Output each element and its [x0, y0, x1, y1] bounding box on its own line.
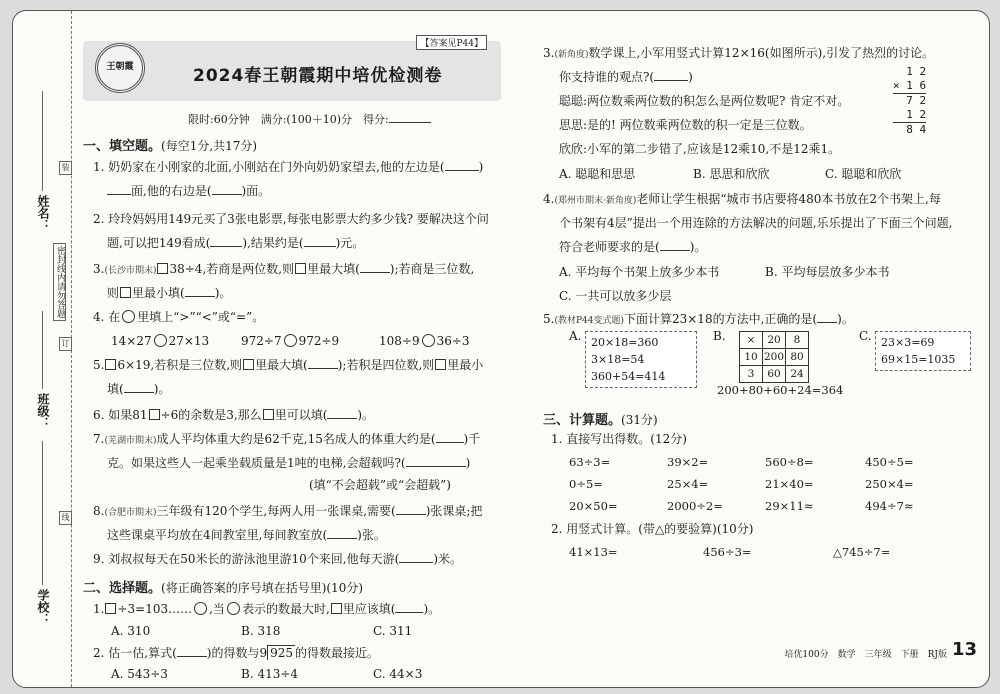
calc-part-1: 1. 直接写出得数。(12分): [551, 432, 687, 446]
page-title: 2024春王朝霞期中培优检测卷: [193, 66, 443, 86]
question-5-cont: 填( )。: [107, 382, 171, 396]
choice-option: B. 思思和欣欣: [693, 167, 770, 181]
choice-option: C. 聪聪和欣欣: [825, 167, 902, 181]
binding-mark: 线: [59, 511, 72, 525]
calc-item: 39×2=: [667, 455, 709, 469]
choice-question-5: 5.(教材P44变式题)下面计算23×18的方法中,正确的是( )。: [543, 312, 854, 326]
footer-text: 培优100分 数学 三年级 下册 RJ版: [784, 650, 947, 660]
calc-item: 560÷8=: [765, 455, 814, 469]
calc-item: △745÷7=: [833, 545, 891, 559]
question-1: 1. 奶奶家在小刚家的北面,小刚站在门外向奶奶家望去,他的左边是( ): [93, 160, 484, 174]
name-label: 姓名：: [36, 195, 50, 231]
school-label: 学校：: [36, 589, 50, 625]
calc-item: 41×13=: [569, 545, 618, 559]
calc-item: 21×40=: [765, 477, 814, 491]
vertical-multiplication: 1 2 × 1 6 7 2 1 2 8 4: [893, 65, 927, 136]
option-a-label: A.: [569, 329, 582, 343]
question-1-cont: 面,他的右边是( )面。: [107, 183, 270, 200]
calc-item: 450÷5=: [865, 455, 914, 469]
question-2: 2. 玲玲妈妈用149元买了3张电影票,每张电影票大约多少钱? 要解决这个问: [93, 212, 489, 226]
question-8: 8.(合肥市期末)三年级有120个学生,每两人用一张课桌,需要( )张课桌;把: [93, 504, 483, 518]
compare-item: 14×27 27×13: [111, 334, 210, 348]
choice-option: B. 318: [241, 624, 281, 638]
calc-item: 25×4=: [667, 477, 709, 491]
method-b-sum: 200+80+60+24=364: [717, 383, 844, 397]
question-7-cont: 克。如果这些人一起乘坐载质量是1吨的电梯,会超载吗?( ): [107, 456, 471, 470]
choice-question-4-ask: 符合老师要求的是( )。: [559, 240, 707, 254]
method-a: 20×18=360 3×18=54 360+54=414: [585, 331, 697, 388]
choice-option: C. 一共可以放多少层: [559, 289, 672, 303]
choice-option: B. 413÷4: [241, 667, 299, 681]
question-8-cont: 这些课桌平均放在4间教室里,每间教室放( )张。: [107, 528, 386, 542]
calc-item: 2000÷2=: [667, 499, 723, 513]
calc-item: 250×4=: [865, 477, 914, 491]
choice-question-2: 2. 估一估,算式( )的得数与9 925 的得数最接近。: [93, 646, 380, 660]
question-7: 7.(芜湖市期末)成人平均体重大约是62千克,15名成人的体重大约是( )千: [93, 432, 481, 446]
option-c-label: C.: [859, 329, 872, 343]
compare-item: 108÷9 36÷3: [379, 334, 470, 348]
calc-item: 494÷7≈: [865, 499, 914, 513]
section-calc-title: 三、计算题。(31分): [543, 413, 658, 428]
brand-logo: 王朝霞: [95, 43, 145, 93]
choice-option: C. 311: [373, 624, 413, 638]
compare-item: 972÷7 972÷9: [241, 334, 340, 348]
choice-question-4: 4.(郑州市期末·新角度)老师让学生根据“城市书店要将480本书放在2个书架上,每: [543, 192, 941, 206]
question-6: 6. 如果81 ÷6的余数是3,那么 里可以填( )。: [93, 408, 375, 422]
calc-item: 456÷3=: [703, 545, 752, 559]
choice-option: B. 平均每层放多少本书: [765, 265, 890, 279]
class-label: 班级：: [36, 393, 50, 429]
choice-option: A. 310: [111, 624, 151, 638]
choice-option: A. 平均每个书架上放多少本书: [559, 265, 720, 279]
binding-mark: 订: [59, 337, 72, 351]
choice-question-1: 1. ÷3=103…… ,当 表示的数最大时, 里应该填( )。: [93, 602, 441, 616]
binding-mark: 装: [59, 161, 72, 175]
opinion-sisi: 思思:是的! 两位数乘两位数的积一定是三位数。: [559, 118, 812, 132]
choice-question-4-cont: 个书架有4层”提出一个用连除的方法解决的问题,乐乐提出了下面三个问题,: [559, 216, 953, 230]
calc-item: 0÷5=: [569, 477, 603, 491]
seal-note: 密封线内请勿答题: [53, 243, 66, 321]
choice-question-3: 3.(新角度)数学课上,小军用竖式计算12×16(如图所示),引发了热烈的讨论。: [543, 46, 935, 60]
opinion-congcong: 聪聪:两位数乘两位数的积怎么是两位数呢? 肯定不对。: [559, 94, 850, 108]
choice-option: C. 44×3: [373, 667, 423, 681]
method-b-grid: × 20 8 10 200 80 3 60 24: [739, 331, 809, 383]
page-number: 13: [951, 639, 977, 660]
method-c: 23×3=69 69×15=1035: [875, 331, 971, 371]
section-choice-title: 二、选择题。(将正确答案的序号填在括号里)(10分): [83, 581, 364, 596]
question-7-hint: (填“不会超载”或“会超载”): [309, 478, 451, 492]
question-3: 3.(长沙市期末) 38÷4,若商是两位数,则 里最大填( );若商是三位数,: [93, 262, 475, 276]
exam-page: [12, 10, 990, 688]
exam-meta: 限时:60分钟 满分:(100＋10)分 得分:: [188, 111, 431, 127]
binding-strip: [13, 11, 72, 687]
choice-option: A. 543÷3: [111, 667, 168, 681]
option-b-label: B.: [713, 329, 726, 343]
section-fill-blank-title: 一、填空题。(每空1分,共17分): [83, 139, 258, 154]
calc-item: 29×11≈: [765, 499, 814, 513]
calc-item: 63÷3=: [569, 455, 611, 469]
choice-question-3-ask: 你支持谁的观点?( ): [559, 70, 693, 84]
question-9: 9. 刘叔叔每天在50米长的游泳池里游10个来回,他每天游( )米。: [93, 552, 462, 566]
calc-item: 20×50=: [569, 499, 618, 513]
opinion-xinxin: 欣欣:小军的第二步错了,应该是12乘10,不是12乘1。: [559, 142, 841, 156]
answer-reference: 【答案见P44】: [416, 35, 487, 50]
header-banner: [83, 41, 501, 101]
choice-option: A. 聪聪和思思: [559, 167, 636, 181]
calc-part-2: 2. 用竖式计算。(带△的要验算)(10分): [551, 522, 754, 536]
question-4: 4. 在 里填上“>”“<”或“=”。: [93, 310, 265, 324]
question-2-cont: 题,可以把149看成( ),结果约是( )元。: [107, 236, 365, 250]
question-3-cont: 则 里最小填( )。: [107, 286, 232, 300]
question-5: 5. 6×19,若积是三位数,则 里最大填( );若积是四位数,则 里最小: [93, 358, 484, 372]
